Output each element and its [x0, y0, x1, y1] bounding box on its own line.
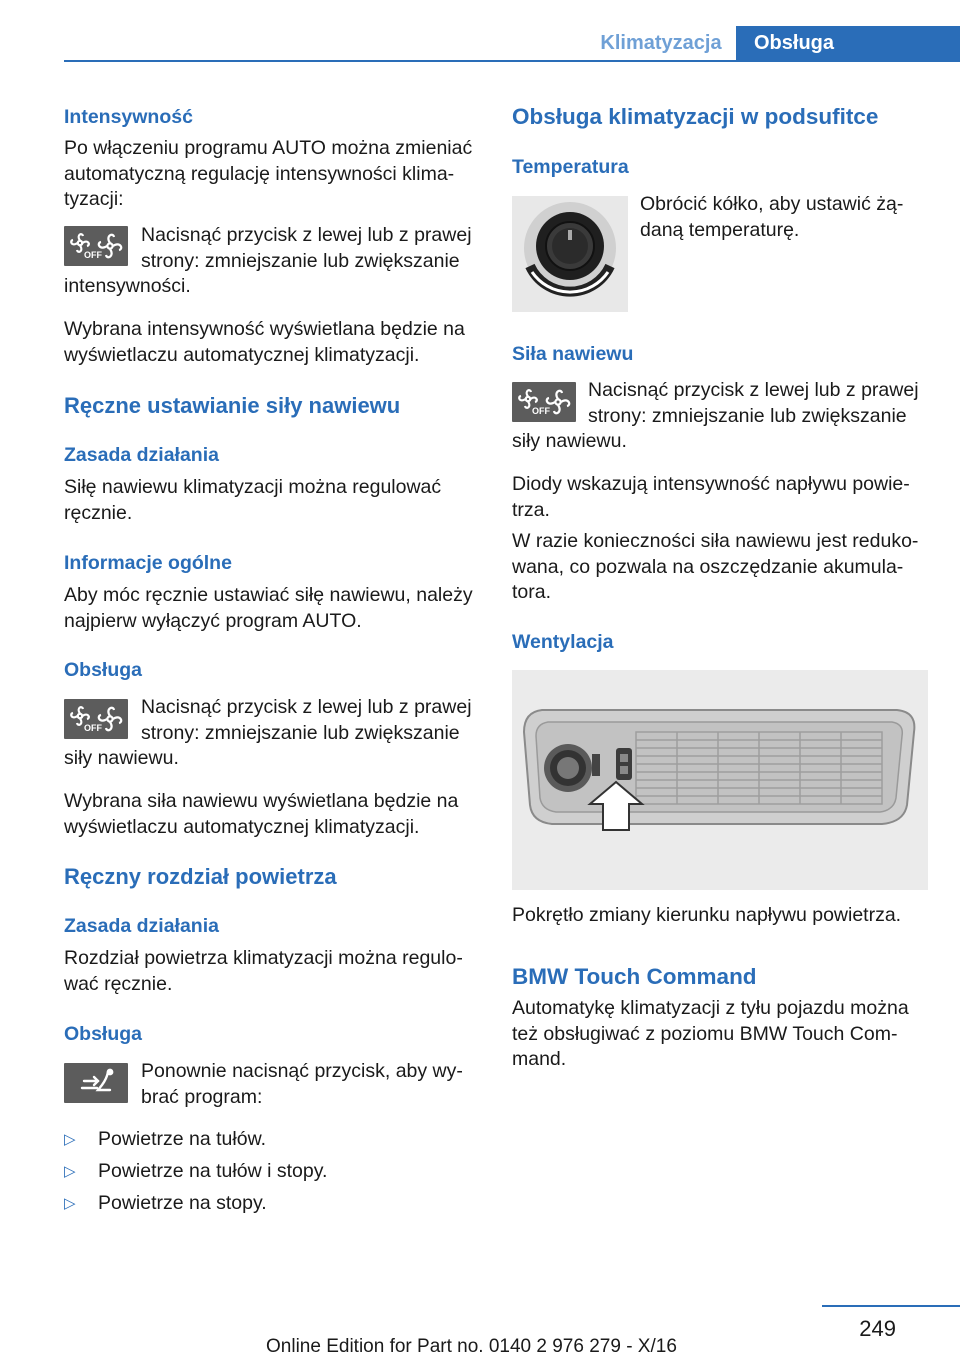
fan-off-icon	[64, 226, 128, 266]
list-item: ▷ Powietrze na tułów i stopy.	[64, 1159, 464, 1185]
heading-fan-principle: Zasada działania	[64, 444, 219, 466]
intensity-icon-text-cont: intensywności.	[64, 275, 191, 297]
ventilation-panel-image	[512, 670, 928, 890]
heading-touch-command: BMW Touch Command	[512, 964, 757, 989]
fan-operation-note: Wybrana siła nawiewu wyświetlana będzie na wyświetlaczu automatycznej klimatyzacji.	[64, 790, 459, 838]
air-distribution-button-icon	[64, 1063, 128, 1103]
header-category: Klimatyzacja	[600, 32, 722, 54]
fan-off-icon	[64, 699, 128, 739]
header-section: Obsługa	[736, 26, 960, 60]
ventilation-caption: Pokrętło zmiany kierunku napływu powietrza.	[512, 904, 902, 926]
bullet-icon: ▷	[64, 1131, 76, 1148]
bullet-icon: ▷	[64, 1195, 76, 1212]
heading-air-principle: Zasada działania	[64, 915, 219, 937]
heading-fan-rear: Siła nawiewu	[512, 343, 634, 365]
page-number: 249	[859, 1316, 896, 1341]
list-item: ▷ Powietrze na tułów.	[64, 1127, 464, 1153]
list-item: ▷ Powietrze na stopy.	[64, 1191, 464, 1217]
fan-button-icon	[64, 226, 128, 266]
temperature-text: Obrócić kółko, aby ustawić żą- daną temperaturę.	[640, 193, 904, 241]
temperature-wheel-image	[512, 196, 628, 312]
heading-manual-fan: Ręczne ustawianie siły nawiewu	[64, 393, 401, 418]
fan-rear-icon-text-cont: siły nawiewu.	[512, 430, 627, 452]
intensity-note: Wybrana intensywność wyświetlana będzie na wyświetlaczu automatycznej klimatyzacji.	[64, 318, 465, 366]
fan-button-icon-2	[64, 699, 128, 739]
heading-temperature: Temperatura	[512, 156, 629, 178]
fan-button-icon-3	[512, 382, 576, 422]
fan-general-text: Aby móc ręcznie ustawiać siłę nawiewu, należy najpierw wyłączyć program AUTO.	[64, 584, 473, 632]
fan-rear-text-1: Diody wskazują intensywność napływu powie- trza.	[512, 473, 910, 521]
fan-operation-icon-text: Nacisnąć przycisk z lewej lub z prawej strony: zmniejszanie lub zwiększanie	[141, 696, 472, 744]
heading-ventilation: Wentylacja	[512, 631, 614, 653]
air-distribution-icon	[64, 1063, 128, 1103]
touch-command-text: Automatykę klimatyzacji z tyłu pojazdu można też obsługiwać z poziomu BMW Touch Com- mand.	[512, 997, 909, 1070]
footer-edition: Online Edition for Part no. 0140 2 976 279 - X/16	[266, 1336, 677, 1357]
fan-rear-text-2: W razie konieczności siła nawiewu jest reduko- wana, co pozwala na oszczędzanie akumula- tora.	[512, 530, 919, 603]
fan-operation-icon-text-cont: siły nawiewu.	[64, 747, 179, 769]
fan-principle-text: Siłę nawiewu klimatyzacji można regulować ręcznie.	[64, 476, 442, 524]
svg-text:OFF: OFF	[84, 250, 102, 260]
svg-text:OFF: OFF	[84, 723, 102, 733]
heading-intensity: Intensywność	[64, 106, 193, 128]
page-number-rule	[822, 1305, 960, 1307]
heading-fan-general: Informacje ogólne	[64, 552, 232, 574]
air-operation-icon-text: Ponownie nacisnąć przycisk, aby wy- brać program:	[141, 1060, 463, 1108]
heading-air-operation: Obsługa	[64, 1023, 143, 1045]
intensity-intro: Po włączeniu programu AUTO można zmieniać automatyczną regulację intensywności klima- tyzacji:	[64, 137, 473, 210]
heading-manual-air: Ręczny rozdział powietrza	[64, 864, 337, 889]
heading-rear-climate: Obsługa klimatyzacji w podsufitce	[512, 104, 879, 129]
heading-fan-operation: Obsługa	[64, 659, 143, 681]
header-rule	[64, 60, 960, 62]
svg-text:OFF: OFF	[532, 406, 550, 416]
fan-rear-icon-text: Nacisnąć przycisk z lewej lub z prawej strony: zmniejszanie lub zwiększanie	[588, 379, 919, 427]
bullet-icon: ▷	[64, 1163, 76, 1180]
fan-off-icon	[512, 382, 576, 422]
air-principle-text: Rozdział powietrza klimatyzacji można regulo- wać ręcznie.	[64, 947, 463, 995]
intensity-icon-text: Nacisnąć przycisk z lewej lub z prawej strony: zmniejszanie lub zwiększanie	[141, 224, 472, 272]
